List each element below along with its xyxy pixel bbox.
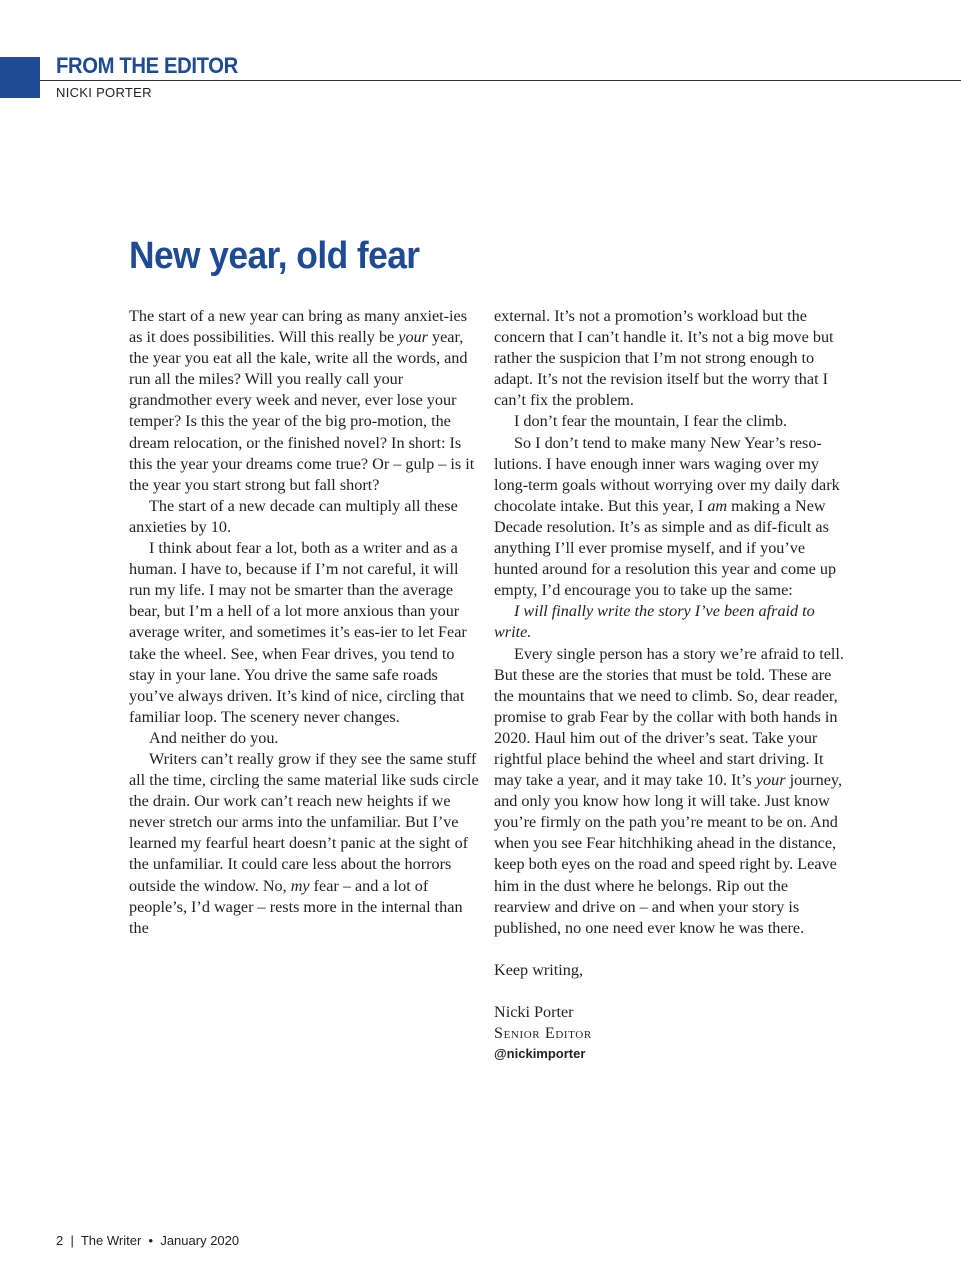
page-footer [56,1233,239,1248]
section-color-block [0,57,40,98]
article-paragraph [494,644,844,939]
footer-separator: | [70,1233,74,1248]
text-run: making a New Decade resolution. It’s as simple and as dif-ficult as anything I’ll ever promise myself, and if you’ve hunted around for a resolution this year and come up empty, I’d encourage you to take up the same: [494,496,837,600]
footer-bullet: • [148,1233,154,1248]
article-paragraph [129,306,481,496]
article-paragraph [129,538,481,728]
italic-text: I will finally write the story I’ve been afraid to write. [494,602,815,642]
italic-text: my [290,876,310,895]
article-paragraph [129,728,481,749]
section-divider [40,80,961,81]
italic-text: your [755,771,786,790]
article-paragraph [494,306,844,411]
text-run: Writers can’t really grow if they see the same stuff all the time, circling the same material like suds circle the drain. Our work can’t reach new heights if we never stretch our arms into the unfamiliar. But I’ve learned my fearful heart doesn’t panic at the sight of the unfamiliar. It could care less about the horrors outside the window. No, [129,749,479,895]
text-run: I don’t fear the mountain, I fear the climb. [514,412,787,431]
spacer [494,939,844,960]
article-paragraph [129,496,481,538]
article-paragraph [494,601,844,643]
signoff: Keep writing, [494,960,584,979]
article-paragraph [494,433,844,602]
article-column-left [129,306,481,939]
signature-title: Senior Editor [494,1024,592,1042]
article-headline: New year, old fear [129,235,420,277]
text-run: So I don’t tend to make many New Year’s reso-lutions. I have enough inner wars waging over my long-term goals without worrying over my daily dark chocolate intake. But this year, I [494,433,840,515]
text-run: fear – and a lot of people’s, I’d wager – rests more in the internal than the [129,876,463,937]
text-run: external. It’s not a promotion’s workload but the concern that I can’t handle it. It’s not a big move but rather the suspicion that I’m not strong enough to adapt. It’s not the revision itself but the worry that I can’t fix the problem. [494,307,834,410]
spacer [494,981,844,1002]
italic-text: am [707,496,728,515]
text-run: Every single person has a story we’re afraid to tell. But these are the stories that must be told. These are the mountains that we need to climb. So, dear reader, promise to grab Fear by the collar with both hands in 2020. Haul him out of the driver’s seat. Take your rightful place behind the wheel and start driving. It may take a year, and it may take 10. It’s [494,644,844,790]
magazine-name: The Writer [80,1233,142,1248]
text-run: The start of a new decade can multiply all these anxieties by 10. [129,496,458,536]
text-run: The start of a new year can bring as many anxiet-ies as it does possibilities. Will this really be [129,307,468,347]
italic-text: your [398,328,428,347]
page-number: 2 [56,1233,64,1248]
section-title: FROM THE EDITOR [56,53,238,78]
section-author: NICKI PORTER [56,85,152,100]
article-paragraph [494,411,844,432]
issue-date: January 2020 [160,1233,240,1248]
twitter-handle: @nickimporter [494,1046,586,1062]
signature-name: Nicki Porter [494,1002,574,1021]
right-column-paragraphs [494,306,844,939]
text-run: journey, and only you know how long it will take. Just know you’re firmly on the path you’re meant to be on. And when you see Fear hitchhiking ahead in the distance, keep both eyes on the road and speed right by. Leave him in the dust where he belongs. Rip out the rearview and drive on – and when your story is published, no one need ever know he was there. [494,771,843,937]
article-column-right [494,306,844,1064]
text-run: I think about fear a lot, both as a writer and as a human. I have to, because if I’m not careful, it will run my life. I may not be smarter than the average bear, but I’m a hell of a lot more anxious than your average writer, and sometimes it’s eas-ier to let Fear take the wheel. See, when Fear drives, you tend to stay in your lane. You drive the same safe roads you’ve always driven. It’s kind of nice, circling that familiar loop. The scenery never changes. [129,539,467,726]
text-run: And neither do you. [149,728,279,747]
article-paragraph [129,749,481,939]
text-run: year, the year you eat all the kale, write all the words, and run all the miles? Will you really call your grandmother every week and never, ever lose your temper? Is this the year of the big pro-motion, the dream relocation, or the finished novel? In short: Is this the year your dreams come true? Or – gulp – is it the year you start strong but fall short? [129,328,475,494]
